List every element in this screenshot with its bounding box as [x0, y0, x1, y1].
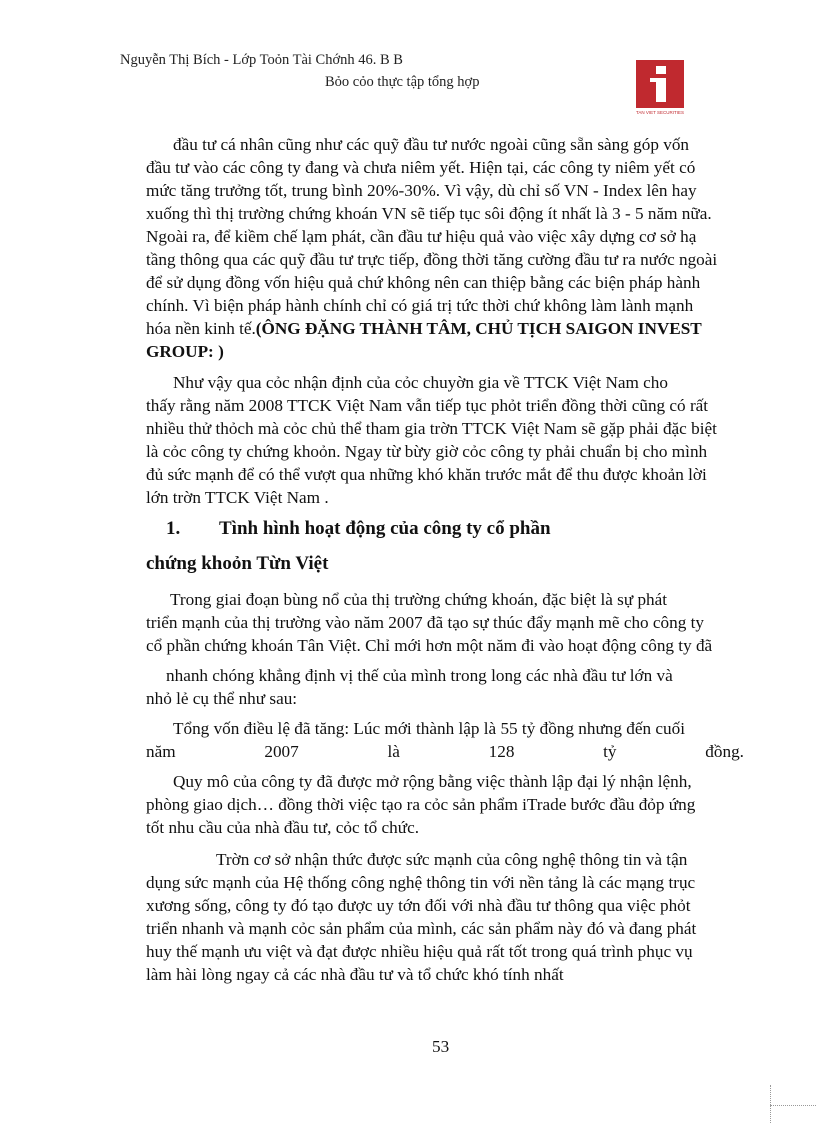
p5-word: là	[387, 742, 400, 761]
p2-line-5: đủ sức mạnh để có thể vượt qua những khó khăn trước mắt để thu được khoản lời	[146, 465, 707, 484]
p5-word: năm	[146, 742, 176, 761]
p1-line-3: mức tăng trưởng tốt, trung bình 20%-30%. Vì vậy, dù chỉ số VN - Index lên hay	[146, 181, 697, 200]
p1-line-6: tầng thông qua các quỹ đầu tư trực tiếp, đồng thời tăng cường đầu tư ra nước ngoài	[146, 250, 718, 269]
section-title-line-1: Tình hình hoạt động của công ty cổ phần	[219, 518, 551, 539]
p1-attribution: (ÔNG ĐẶNG THÀNH TÂM, CHỦ TỊCH SAIGON INVEST	[255, 319, 702, 338]
p5-line-2	[146, 741, 744, 763]
section-title-line-2: chứng khoỏn Từn Việt	[146, 553, 329, 574]
p2-line-3: nhiều thử thỏch mà cỏc chủ thể tham gia trờn TTCK Việt Nam sẽ gặp phải đặc biệt	[146, 419, 717, 438]
p6-line-1: Quy mô của công ty đã được mở rộng bằng việc thành lập đại lý nhận lệnh,	[173, 772, 692, 791]
page-number: 53	[432, 1037, 450, 1056]
logo-caption: TAN VIET SECURITIES	[636, 110, 684, 115]
p6-line-2: phòng giao dịch… đồng thời việc tạo ra cỏc sản phẩm iTrade bước đầu đỏp ứng	[146, 795, 696, 814]
p1-line-9	[146, 318, 702, 340]
p3-line-2: triển mạnh của thị trường vào năm 2007 đã tạo sự thúc đẩy mạnh mẽ cho công ty	[146, 613, 705, 632]
p2-line-1: Như vậy qua cỏc nhận định của cỏc chuyờn gia về TTCK Việt Nam cho	[173, 373, 668, 392]
p5-word: tỷ	[603, 742, 617, 761]
p7-line-6: làm hài lòng ngay cả các nhà đầu tư và tổ chức khó tính nhất	[146, 965, 564, 984]
p1-line-2: đầu tư vào các công ty đang và chưa niêm yết. Hiện tại, các công ty niêm yết có	[146, 158, 696, 177]
company-logo	[636, 60, 684, 116]
p2-line-6: lớn trờn TTCK Việt Nam .	[146, 488, 329, 507]
p1-line-5: Ngoài ra, để kiềm chế lạm phát, cần đầu tư hiệu quả vào việc xây dựng cơ sở hạ	[146, 227, 697, 246]
p1-line-7: để sử dụng đồng vốn hiệu quả chứ không nên can thiệp bằng các biện pháp hành	[146, 273, 701, 292]
header-author-line: Nguyễn Thị Bích - Lớp Toỏn Tài Chớnh 46. B B	[120, 52, 403, 68]
p5-word: 128	[488, 742, 515, 761]
p4-line-2: nhỏ lẻ cụ thể như sau:	[146, 689, 298, 708]
p7-line-5: huy thế mạnh ưu việt và đạt được nhiều hiệu quả rất tốt trong quá trình phục vụ	[146, 942, 693, 961]
page-margin-marker-horizontal	[770, 1105, 816, 1107]
p5-word: 2007	[264, 742, 299, 761]
p7-line-1: Trờn cơ sở nhận thức được sức mạnh của công nghệ thông tin và tận	[216, 850, 688, 869]
p3-line-1: Trong giai đoạn bùng nổ của thị trường chứng khoán, đặc biệt là sự phát	[170, 590, 668, 609]
p3-line-3: cổ phần chứng khoán Tân Việt. Chỉ mới hơn một năm đi vào hoạt động công ty đã	[146, 636, 713, 655]
p4-line-1: nhanh chóng khẳng định vị thế của mình trong long các nhà đầu tư lớn và	[166, 666, 673, 685]
logo-i-icon	[636, 60, 684, 116]
p7-line-4: triển nhanh và mạnh cỏc sản phẩm của mình, các sản phẩm này đó và đang phát	[146, 919, 697, 938]
p1-attribution-end: GROUP: )	[146, 342, 224, 361]
section-number: 1.	[166, 518, 181, 539]
header-report-title: Bỏo cỏo thực tập tổng hợp	[325, 74, 480, 90]
p1-line-4: xuống thì thị trường chứng khoán VN sẽ tiếp tục sôi động ít nhất là 3 - 5 năm nữa.	[146, 204, 712, 223]
p1-line-9-text: hóa nền kinh tế.	[146, 319, 256, 338]
p2-line-2: thấy rằng năm 2008 TTCK Việt Nam vẫn tiếp tục phỏt triển đồng thời cũng có rất	[146, 396, 709, 415]
p6-line-3: tốt nhu cầu của nhà đầu tư, cỏc tổ chức.	[146, 818, 420, 837]
page-margin-marker	[770, 1085, 772, 1123]
p7-line-2: dụng sức mạnh của Hệ thống công nghệ thông tin với nền tảng là các mạng trục	[146, 873, 696, 892]
p5-word: đồng.	[705, 742, 744, 761]
p2-line-4: là cỏc công ty chứng khoỏn. Ngay từ bừy giờ cỏc công ty phải chuẩn bị cho mình	[146, 442, 708, 461]
p5-line-1: Tổng vốn điều lệ đã tăng: Lúc mới thành lập là 55 tỷ đồng nhưng đến cuối	[173, 719, 685, 738]
p7-line-3: xương sống, công ty đó tạo được uy tớn đối với nhà đầu tư thông qua việc phỏt	[146, 896, 691, 915]
p1-line-8: chính. Vì biện pháp hành chính chỉ có giá trị tức thời chứ không làm lành mạnh	[146, 296, 694, 315]
p1-line-1: đầu tư cá nhân cũng như các quỹ đầu tư nước ngoài cũng sẵn sàng góp vốn	[173, 135, 690, 154]
